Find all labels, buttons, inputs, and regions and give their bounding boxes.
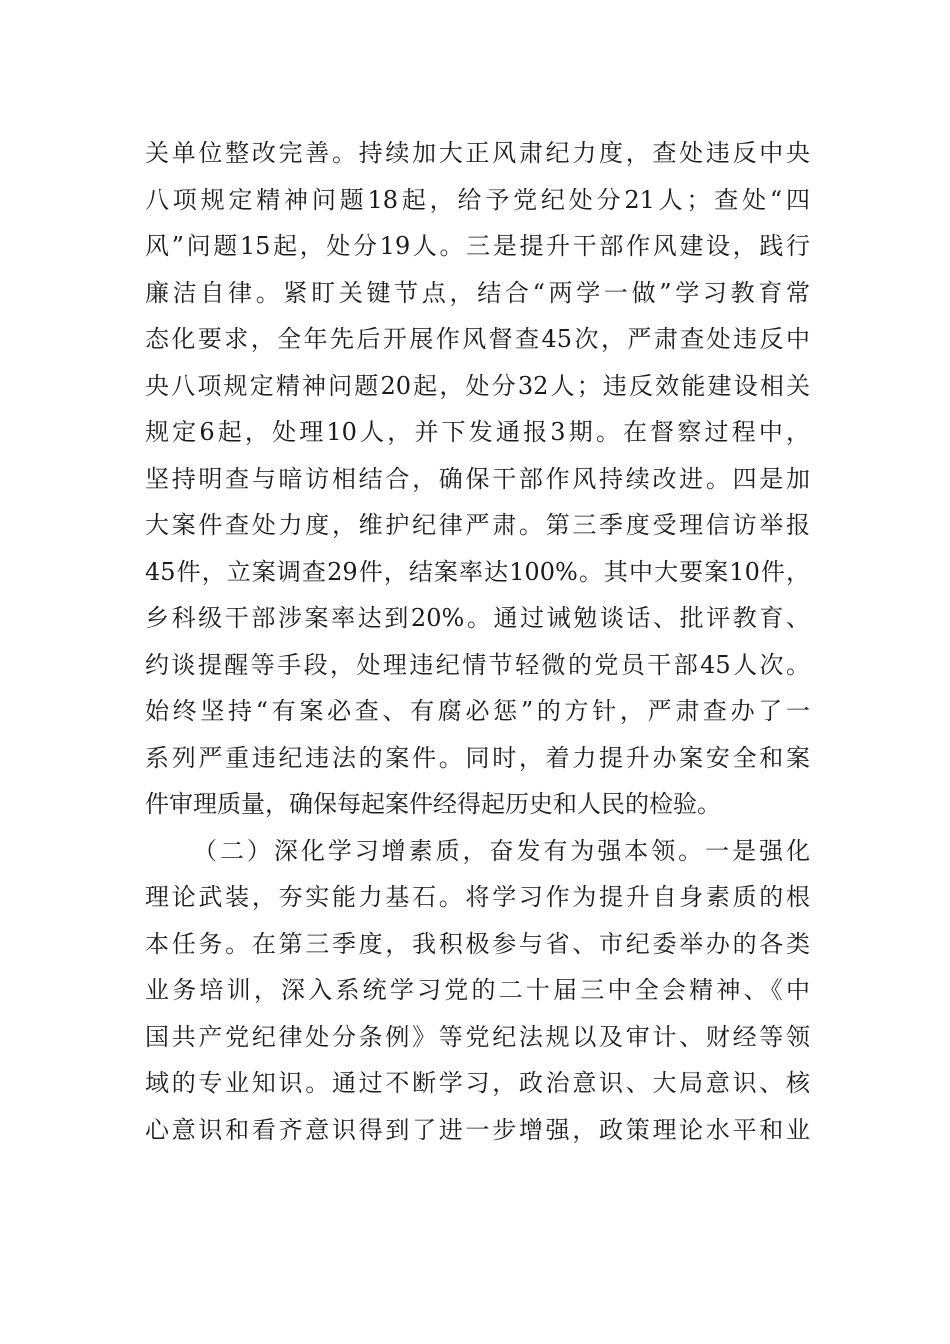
text-line-18: 本任务。在第三季度，我积极参与省、市纪委举办的各类 bbox=[145, 929, 810, 958]
text-line-22: 心意识和看齐意识得到了进一步增强，政策理论水平和业 bbox=[145, 1115, 810, 1144]
text-line-11: 乡科级干部涉案率达到20%。通过诫勉谈话、批评教育、 bbox=[145, 604, 810, 632]
text-line-17: 理论武装，夯实能力基石。将学习作为提升自身素质的根 bbox=[145, 883, 810, 911]
document-body bbox=[145, 130, 810, 1153]
text-line-2: 八项规定精神问题18起，给予党纪处分21人；查处“四 bbox=[145, 185, 810, 214]
text-line-21: 域的专业知识。通过不断学习，政治意识、大局意识、核 bbox=[145, 1069, 810, 1097]
text-line-12: 约谈提醒等手段，处理违纪情节轻微的党员干部45人次。 bbox=[145, 650, 810, 679]
text-line-8: 坚持明查与暗访相结合，确保干部作风持续改进。四是加 bbox=[145, 464, 810, 493]
text-line-10: 45件，立案调查29件，结案率达100%。其中大要案10件， bbox=[145, 557, 810, 586]
text-line-14: 系列严重违纪违法的案件。同时，着力提升办案安全和案 bbox=[145, 743, 810, 772]
text-line-4: 廉洁自律。紧盯关键节点，结合“两学一做”学习教育常 bbox=[145, 278, 810, 307]
text-line-5: 态化要求，全年先后开展作风督查45次，严肃查处违反中 bbox=[145, 325, 810, 353]
section-heading-line: （二）深化学习增素质，奋发有为强本领。一是强化 bbox=[193, 836, 810, 865]
text-line-19: 业务培训，深入系统学习党的二十届三中全会精神、《中 bbox=[145, 976, 810, 1004]
text-line-20: 国共产党纪律处分条例》等党纪法规以及审计、财经等领 bbox=[145, 1022, 810, 1051]
text-line-3: 风”问题15起，处分19人。三是提升干部作风建设，践行 bbox=[145, 232, 810, 260]
text-line-9: 大案件查处力度，维护纪律严肃。第三季度受理信访举报 bbox=[145, 511, 810, 539]
text-line-6: 央八项规定精神问题20起，处分32人；违反效能建设相关 bbox=[145, 371, 810, 400]
text-line-1: 关单位整改完善。持续加大正风肃纪力度，查处违反中央 bbox=[145, 139, 810, 167]
text-line-13: 始终坚持“有案必查、有腐必惩”的方针，严肃查办了一 bbox=[145, 697, 810, 725]
text-line-7: 规定6起，处理10人，并下发通报3期。在督察过程中， bbox=[145, 418, 810, 446]
text-line-15: 件审理质量，确保每起案件经得起历史和人民的检验。 bbox=[145, 790, 721, 818]
